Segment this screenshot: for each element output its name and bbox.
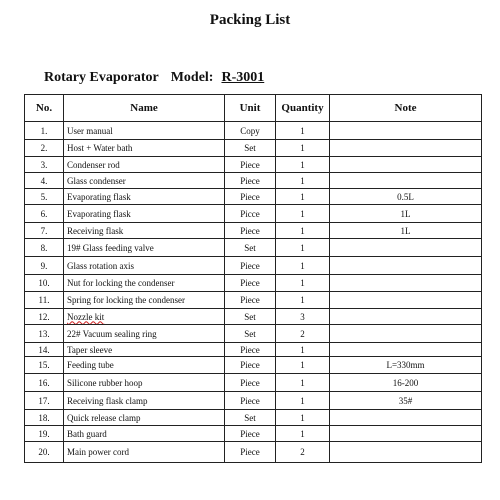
header-quantity: Quantity bbox=[276, 95, 330, 122]
table-row bbox=[25, 442, 482, 463]
row-name: 19# Glass feeding valve bbox=[64, 239, 225, 257]
table-row bbox=[25, 309, 482, 325]
row-number: 20. bbox=[25, 442, 64, 463]
row-quantity: 1 bbox=[276, 189, 330, 205]
row-quantity: 1 bbox=[276, 357, 330, 374]
row-note bbox=[330, 140, 482, 157]
row-quantity: 2 bbox=[276, 325, 330, 343]
row-unit: Piece bbox=[225, 343, 276, 357]
table-row bbox=[25, 157, 482, 173]
row-number: 14. bbox=[25, 343, 64, 357]
row-note: 35# bbox=[330, 392, 482, 410]
row-name-text: Nozzle kit bbox=[67, 311, 105, 322]
row-note bbox=[330, 157, 482, 173]
table-row bbox=[25, 374, 482, 392]
row-unit: Piece bbox=[225, 292, 276, 309]
row-name: 22# Vacuum sealing ring bbox=[64, 325, 225, 343]
row-name: Evaporating flask bbox=[64, 205, 225, 223]
row-name: Host + Water bath bbox=[64, 140, 225, 157]
row-number: 15. bbox=[25, 357, 64, 374]
table-row bbox=[25, 292, 482, 309]
row-unit: Set bbox=[225, 410, 276, 426]
row-quantity: 1 bbox=[276, 292, 330, 309]
page-title: Packing List bbox=[209, 12, 291, 28]
row-unit: Picce bbox=[225, 205, 276, 223]
table-row bbox=[25, 239, 482, 257]
row-note: 0.5L bbox=[330, 189, 482, 205]
header-name: Name bbox=[64, 95, 225, 122]
table-row bbox=[25, 392, 482, 410]
product-label: Rotary Evaporator bbox=[44, 70, 159, 85]
row-unit: Set bbox=[225, 239, 276, 257]
row-number: 19. bbox=[25, 426, 64, 442]
row-quantity: 1 bbox=[276, 343, 330, 357]
row-unit: Set bbox=[225, 140, 276, 157]
table-row bbox=[25, 257, 482, 275]
row-number: 12. bbox=[25, 309, 64, 325]
row-number: 8. bbox=[25, 239, 64, 257]
row-unit: Piece bbox=[225, 374, 276, 392]
table-row bbox=[25, 122, 482, 140]
row-note bbox=[330, 239, 482, 257]
table-row bbox=[25, 426, 482, 442]
row-name: Evaporating flask bbox=[64, 189, 225, 205]
row-name: Glass rotation axis bbox=[64, 257, 225, 275]
row-note: 1L bbox=[330, 205, 482, 223]
table-row bbox=[25, 205, 482, 223]
row-quantity: 1 bbox=[276, 392, 330, 410]
row-quantity: 1 bbox=[276, 239, 330, 257]
row-number: 2. bbox=[25, 140, 64, 157]
model-label: Model: bbox=[170, 70, 214, 85]
row-name: Taper sleeve bbox=[64, 343, 225, 357]
table-body bbox=[25, 122, 482, 463]
table-row bbox=[25, 275, 482, 292]
row-name: User manual bbox=[64, 122, 225, 140]
table-row bbox=[25, 173, 482, 189]
row-unit: Piece bbox=[225, 392, 276, 410]
row-note bbox=[330, 275, 482, 292]
row-quantity: 1 bbox=[276, 374, 330, 392]
row-note bbox=[330, 442, 482, 463]
row-number: 3. bbox=[25, 157, 64, 173]
row-unit: Piece bbox=[225, 157, 276, 173]
row-name: Feeding tube bbox=[64, 357, 225, 374]
row-unit: Piece bbox=[225, 442, 276, 463]
table-row bbox=[25, 223, 482, 239]
row-unit: Piece bbox=[225, 357, 276, 374]
row-name: Receiving flask bbox=[64, 223, 225, 239]
row-quantity: 1 bbox=[276, 173, 330, 189]
row-note bbox=[330, 309, 482, 325]
model-value: R-3001 bbox=[221, 70, 265, 85]
row-number: 13. bbox=[25, 325, 64, 343]
row-quantity: 2 bbox=[276, 442, 330, 463]
table-row bbox=[25, 410, 482, 426]
packing-table bbox=[24, 94, 482, 463]
row-unit: Piece bbox=[225, 275, 276, 292]
row-unit: Piece bbox=[225, 189, 276, 205]
row-note bbox=[330, 343, 482, 357]
header-note: Note bbox=[330, 95, 482, 122]
row-name: Condenser rod bbox=[64, 157, 225, 173]
row-number: 5. bbox=[25, 189, 64, 205]
row-number: 10. bbox=[25, 275, 64, 292]
row-name: Spring for locking the condenser bbox=[64, 292, 225, 309]
row-unit: Piece bbox=[225, 223, 276, 239]
row-name: Nut for locking the condenser bbox=[64, 275, 225, 292]
table-row bbox=[25, 140, 482, 157]
header-unit: Unit bbox=[225, 95, 276, 122]
row-number: 1. bbox=[25, 122, 64, 140]
row-note: 16-200 bbox=[330, 374, 482, 392]
row-number: 9. bbox=[25, 257, 64, 275]
row-name: Glass condenser bbox=[64, 173, 225, 189]
row-unit: Set bbox=[225, 325, 276, 343]
row-number: 4. bbox=[25, 173, 64, 189]
row-quantity: 1 bbox=[276, 122, 330, 140]
row-number: 7. bbox=[25, 223, 64, 239]
row-note bbox=[330, 292, 482, 309]
row-note: L=330mm bbox=[330, 357, 482, 374]
table-header-row bbox=[25, 95, 482, 122]
row-quantity: 1 bbox=[276, 157, 330, 173]
row-unit: Piece bbox=[225, 257, 276, 275]
row-note: 1L bbox=[330, 223, 482, 239]
row-quantity: 1 bbox=[276, 426, 330, 442]
row-note bbox=[330, 410, 482, 426]
table-row bbox=[25, 189, 482, 205]
row-quantity: 3 bbox=[276, 309, 330, 325]
table-row bbox=[25, 325, 482, 343]
row-quantity: 1 bbox=[276, 257, 330, 275]
row-note bbox=[330, 325, 482, 343]
header-no: No. bbox=[25, 95, 64, 122]
row-unit: Copy bbox=[225, 122, 276, 140]
row-quantity: 1 bbox=[276, 410, 330, 426]
table-row bbox=[25, 343, 482, 357]
row-name: Quick release clamp bbox=[64, 410, 225, 426]
row-quantity: 1 bbox=[276, 223, 330, 239]
row-note bbox=[330, 173, 482, 189]
row-note bbox=[330, 257, 482, 275]
row-unit: Piece bbox=[225, 426, 276, 442]
row-note bbox=[330, 426, 482, 442]
row-unit: Piece bbox=[225, 173, 276, 189]
row-name: Silicone rubber hoop bbox=[64, 374, 225, 392]
row-name: Main power cord bbox=[64, 442, 225, 463]
row-number: 17. bbox=[25, 392, 64, 410]
row-unit: Set bbox=[225, 309, 276, 325]
row-note bbox=[330, 122, 482, 140]
row-quantity: 1 bbox=[276, 275, 330, 292]
row-name: Receiving flask clamp bbox=[64, 392, 225, 410]
row-quantity: 1 bbox=[276, 140, 330, 157]
row-number: 16. bbox=[25, 374, 64, 392]
row-number: 6. bbox=[25, 205, 64, 223]
row-name: Bath guard bbox=[64, 426, 225, 442]
row-quantity: 1 bbox=[276, 205, 330, 223]
row-number: 11. bbox=[25, 292, 64, 309]
row-name bbox=[64, 309, 225, 325]
row-number: 18. bbox=[25, 410, 64, 426]
product-model-line bbox=[44, 70, 264, 86]
table-row bbox=[25, 357, 482, 374]
